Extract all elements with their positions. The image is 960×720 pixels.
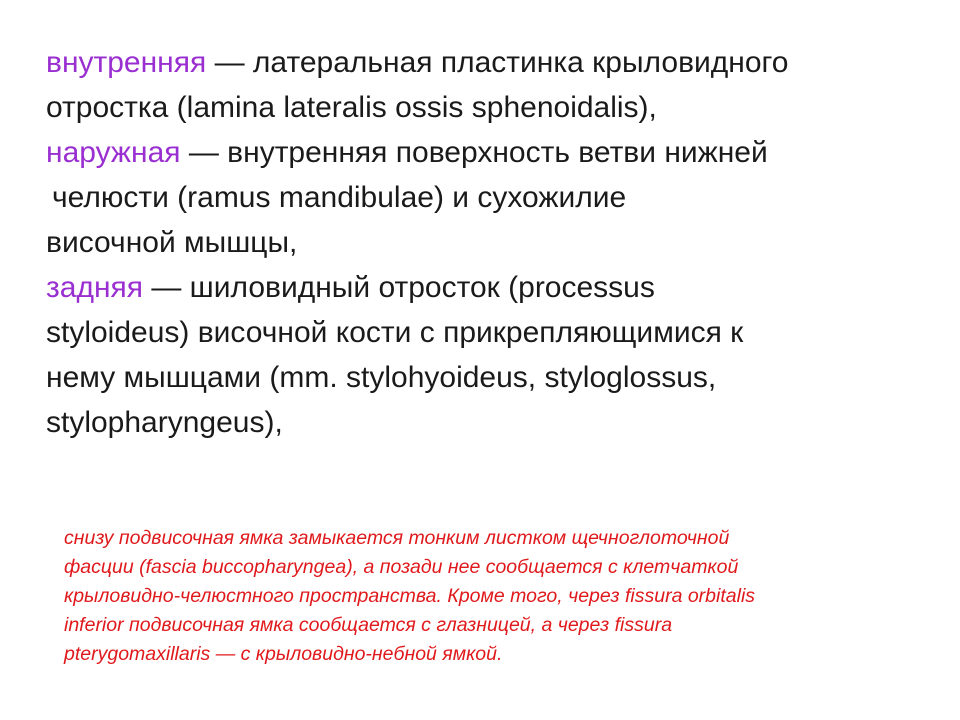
list-item-outer-wall xyxy=(46,130,906,265)
entry-text: — внутренняя поверхность ветви нижней xyxy=(180,136,768,169)
term-inner: внутренняя xyxy=(46,46,207,79)
entry-text: stylopharyngeus), xyxy=(46,406,283,439)
note-line: pterygomaxillaris — с крыловидно-небной ямкой. xyxy=(64,643,503,665)
entry-text: височной мышцы, xyxy=(46,226,298,259)
term-posterior: задняя xyxy=(46,271,144,304)
entry-first-line xyxy=(46,271,655,304)
entry-text: styloideus) височной кости с прикрепляющимися к xyxy=(46,316,744,349)
note-line: фасции (fascia buccopharyngea), а позади нее сообщается с клетчаткой xyxy=(64,556,739,578)
term-outer: наружная xyxy=(46,136,181,169)
entry-first-line xyxy=(46,136,768,169)
list-item-inner-wall xyxy=(46,40,906,130)
entry-text: — шиловидный отросток (processus xyxy=(143,271,655,304)
entry-text: — латеральная пластинка крыловидного xyxy=(206,46,789,79)
list-item-posterior-wall xyxy=(46,265,906,445)
note-line: снизу подвисочная ямка замыкается тонким листком щечноглоточной xyxy=(64,527,730,549)
wall-list xyxy=(46,40,906,445)
entry-text: челюсти (ramus mandibulae) и сухожилие xyxy=(52,181,627,214)
note-line: крыловидно-челюстного пространства. Кроме того, через fissura orbitalis xyxy=(64,585,756,607)
entry-text: отростка (lamina lateralis ossis sphenoidalis), xyxy=(46,91,657,124)
bottom-note xyxy=(64,524,884,669)
entry-first-line xyxy=(46,46,789,79)
entry-text: нему мышцами (mm. stylohyoideus, styloglossus, xyxy=(46,361,717,394)
note-line: inferior подвисочная ямка сообщается с глазницей, а через fissura xyxy=(64,614,673,636)
